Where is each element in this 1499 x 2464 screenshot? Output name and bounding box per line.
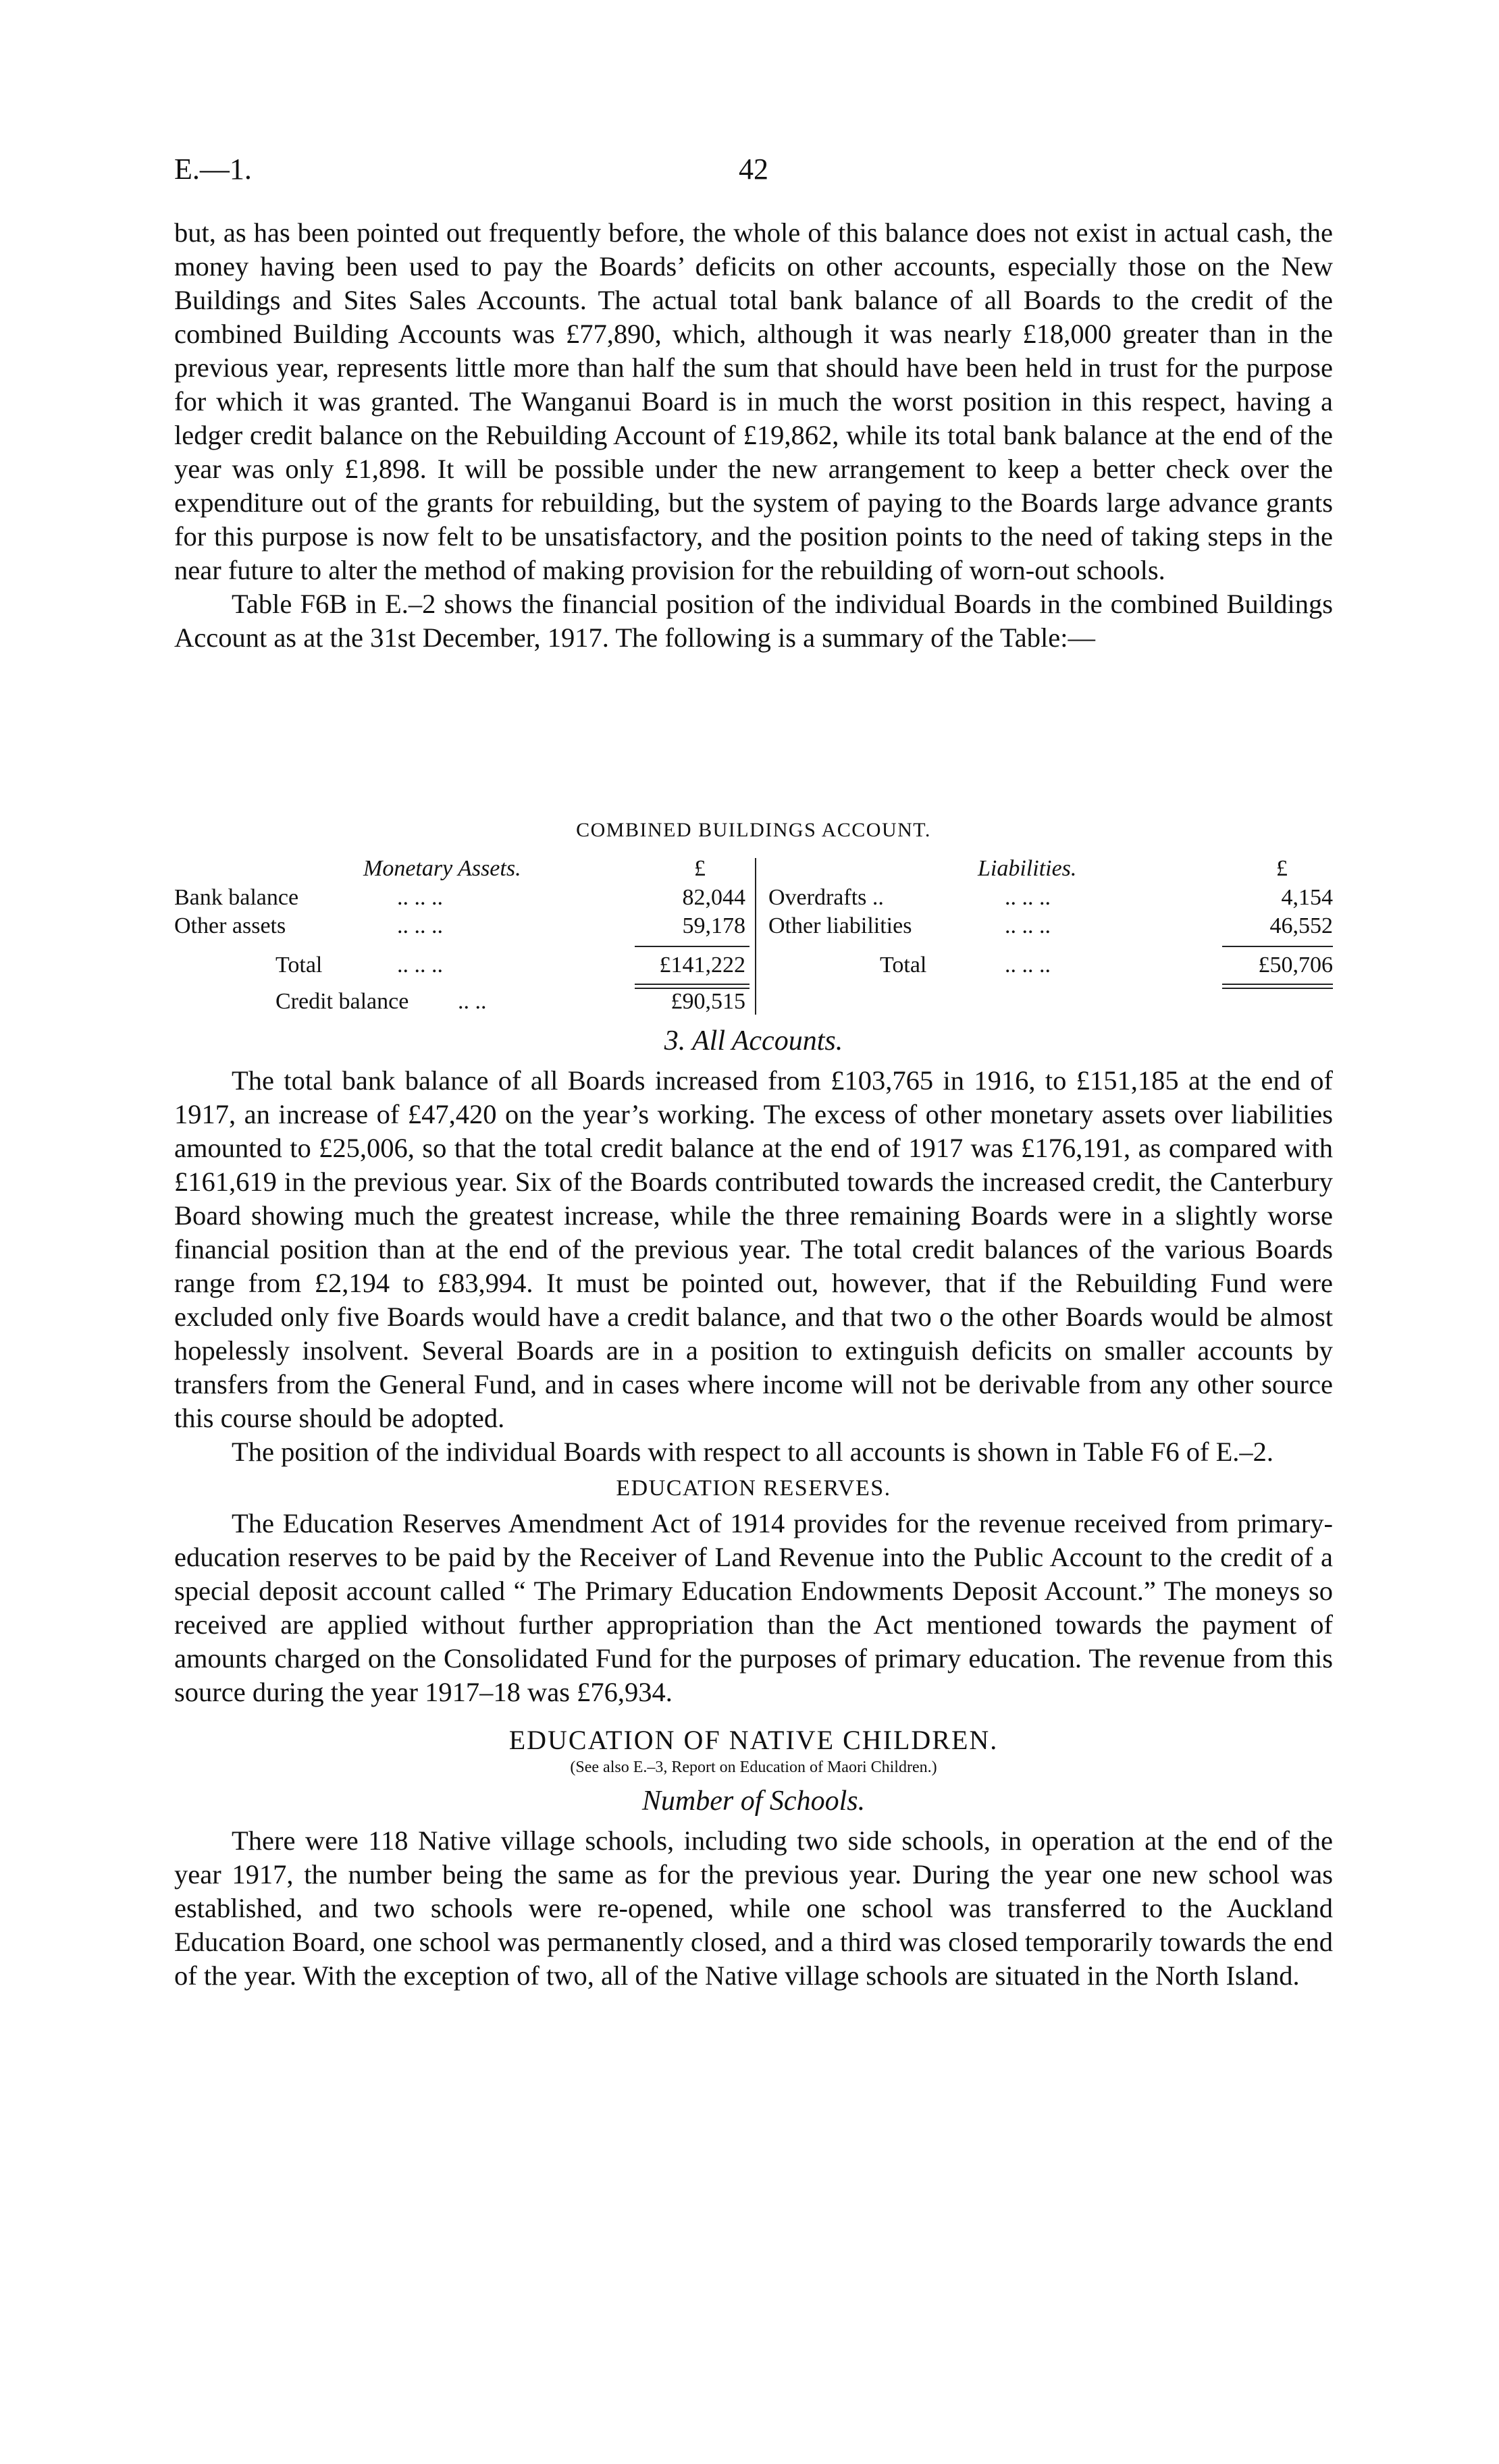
section-all-accounts: [174, 1025, 1333, 1993]
table-title: COMBINED BUILDINGS ACCOUNT.: [576, 819, 931, 841]
credit-balance-label: Credit balance: [275, 989, 409, 1014]
assets-total-label: Total: [275, 953, 323, 977]
paragraph-building-accounts: [174, 216, 1333, 655]
assets-currency: £: [694, 856, 706, 881]
body-paragraph: There were 118 Native village schools, including two side schools, in operation at the end of the year 1917, the number being the same as for the previous year. During the year one new school was established, and two schools were re-opened, while one school was transferred to the Auckland Education Board, one school was permanently closed, and a third was closed temporarily towards the end of the year. With the exception of two, all of the Native village schools are situated in the North Island.: [174, 1825, 1333, 1991]
subtotal-rule: [1222, 946, 1333, 947]
body-paragraph: The position of the individual Boards with respect to all accounts is shown in Table F6 of E.–2.: [232, 1437, 1274, 1467]
liabilities-currency: £: [1276, 856, 1288, 881]
leader-dots: .. ..: [458, 989, 487, 1014]
subtotal-rule: [635, 946, 750, 947]
leader-dots: .. .. ..: [397, 913, 443, 938]
section-heading: EDUCATION OF NATIVE CHILDREN.: [508, 1725, 999, 1755]
combined-buildings-table: [174, 819, 1333, 1015]
body-paragraph: The total bank balance of all Boards increased from £103,765 in 1916, to £151,185 at the end of 1917, an increase of £47,420 on the year’s working. The excess of other monetary assets over liabilities amounted to £25,006, so that the total credit balance at the end of 1917 was £176,191, as compared with £161,619 in the previous year. Six of the Boards contributed towards the increased credit, the Canterbury Board showing much the greatest increase, while the three remaining Boards were in a slightly worse financial position than at the end of the previous year. The total credit balances of the various Boards range from £2,194 to £83,994. It must be pointed out, however, that if the Rebuilding Fund were excluded only five Boards would have a credit balance, and that two o the other Boards would be almost hopelessly insolvent. Several Boards are in a position to extinguish deficits on smaller accounts by transfers from the General Fund, and in cases where income will not be derivable from any other source this course should be adopted.: [174, 1065, 1333, 1433]
liability-value: 4,154: [1281, 885, 1333, 910]
asset-value: 59,178: [682, 913, 745, 938]
leader-dots: .. .. ..: [1005, 885, 1051, 910]
body-paragraph: Table F6B in E.–2 shows the financial position of the individual Boards in the combined Buildings Account as at the 31st December, 1917. The following is a summary of the Table:—: [174, 589, 1333, 653]
total-rule: [1222, 984, 1333, 985]
leader-dots: .. .. ..: [1005, 953, 1051, 977]
assets-header: Monetary Assets.: [363, 856, 521, 881]
leader-dots: .. .. ..: [397, 953, 443, 977]
liabilities-total-value: £50,706: [1258, 953, 1333, 977]
asset-label: Bank balance: [174, 885, 299, 910]
page-number: 42: [739, 153, 768, 186]
liabilities-header: Liabilities.: [978, 856, 1077, 881]
body-paragraph: The Education Reserves Amendment Act of 1914 provides for the revenue received from primary-education reserves to be paid by the Receiver of Land Revenue into the Public Account to the credit of a special deposit account called “ The Primary Education Endowments Deposit Account.” The moneys so received are applied without further appropriation than the Act mentioned towards the payment of amounts charged on the Consolidated Fund for the purposes of primary education. The revenue from this source during the year 1917–18 was £76,934.: [174, 1508, 1333, 1707]
section-heading: 3. All Accounts.: [664, 1025, 843, 1056]
section-note: (See also E.–3, Report on Education of Maori Children.): [570, 1759, 937, 1776]
total-rule: [635, 984, 750, 985]
page-header: [174, 152, 1333, 192]
assets-total-value: £141,222: [659, 953, 745, 977]
leader-dots: .. .. ..: [397, 885, 443, 910]
report-reference: E.—1.: [174, 153, 252, 186]
liabilities-total-label: Total: [880, 953, 927, 977]
liability-label: Other liabilities: [768, 913, 912, 938]
total-rule: [1222, 988, 1333, 989]
table-divider: [755, 858, 756, 1015]
body-paragraph: but, as has been pointed out frequently before, the whole of this balance does not exist in actual cash, the money having been used to pay the Boards’ deficits on other accounts, especially those on the New Buildings and Sites Sales Accounts. The actual total bank balance of all Boards to the credit of the combined Building Accounts was £77,890, which, although it was nearly £18,000 greater than in the previous year, represents little more than half the sum that should have been held in trust for the purpose for which it was granted. The Wanganui Board is in much the worst position in this respect, having a ledger credit balance on the Rebuilding Account of £19,862, while its total bank balance at the end of the year was only £1,898. It will be possible under the new arrangement to keep a better check over the expenditure out of the grants for rebuilding, but the system of paying to the Boards large advance grants for this purpose is now felt to be unsatisfactory, and the position points to the need of taking steps in the near future to alter the method of making provision for the rebuilding of worn-out schools.: [174, 217, 1333, 585]
liability-value: 46,552: [1269, 913, 1333, 938]
subsection-heading: Number of Schools.: [641, 1786, 866, 1817]
liability-label: Overdrafts ..: [768, 885, 884, 910]
asset-label: Other assets: [174, 913, 286, 938]
section-heading: EDUCATION RESERVES.: [616, 1476, 891, 1501]
asset-value: 82,044: [682, 885, 745, 910]
leader-dots: .. .. ..: [1005, 913, 1051, 938]
credit-balance-value: £90,515: [670, 989, 745, 1014]
